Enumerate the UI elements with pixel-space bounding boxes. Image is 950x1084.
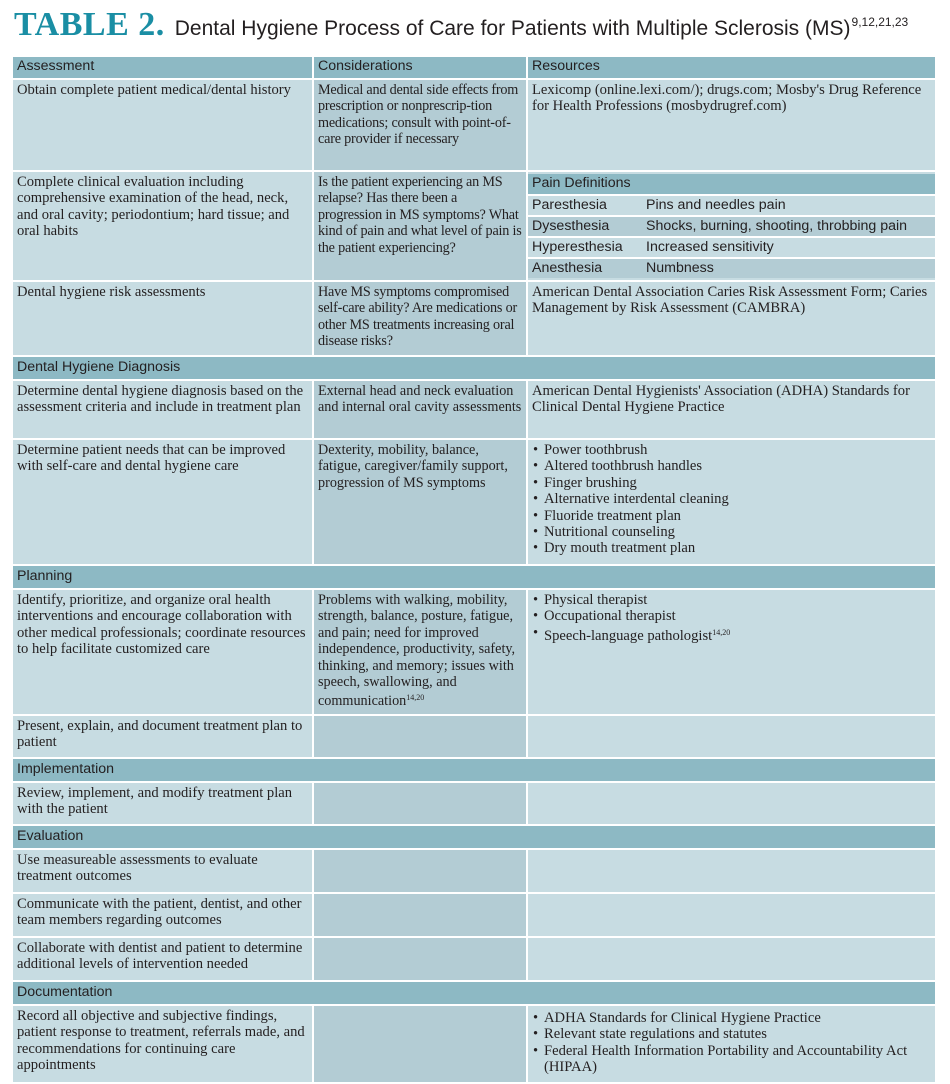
row-resources: American Dental Association Caries Risk Assessment Form; Caries Management by Risk Assessment (CAMBRA) (528, 282, 935, 355)
pain-term: Anesthesia (532, 260, 603, 276)
resource-list (532, 442, 931, 557)
list-item (532, 625, 931, 644)
row-step: Collaborate with dentist and patient to determine additional levels of intervention needed (13, 938, 314, 980)
table-row (13, 282, 935, 357)
table-row (13, 440, 935, 566)
table-caption (175, 15, 908, 41)
list-item: • ADHA Standards for Clinical Hygiene Practice (532, 1010, 931, 1026)
row-considerations: Have MS symptoms compromised self-care ability? Are medications or other MS treatments increasing oral disease risks? (314, 282, 528, 355)
section-evaluation: Evaluation (13, 826, 935, 850)
table-row (13, 381, 935, 440)
pain-definitions (528, 172, 935, 280)
row-considerations (314, 1006, 528, 1082)
pain-term: Dysesthesia (532, 218, 610, 234)
section-documentation: Documentation (13, 982, 935, 1006)
pain-definition-row (528, 196, 935, 217)
resource-list (532, 592, 931, 644)
list-item-refs: 14,20 (712, 627, 731, 637)
table-row (13, 850, 935, 894)
row-considerations: Dexterity, mobility, balance, fatigue, caregiver/family support, progression of MS symptoms (314, 440, 528, 564)
table-row (13, 938, 935, 982)
pain-definition-row (528, 238, 935, 259)
row-resources: Lexicomp (online.lexi.com/); drugs.com; Mosby's Drug Reference for Health Professions (mosbydrugref.com) (528, 80, 935, 170)
table-row (13, 894, 935, 938)
header-considerations: Considerations (314, 57, 528, 78)
table-row (13, 716, 935, 759)
section-implementation: Implementation (13, 759, 935, 783)
table-row (13, 590, 935, 716)
row-considerations (314, 590, 528, 714)
row-resources (528, 440, 935, 564)
list-item: • Fluoride treatment plan (532, 508, 931, 524)
pain-definition: Pins and needles pain (646, 197, 786, 213)
list-item: • Relevant state regulations and statutes (532, 1026, 931, 1042)
table-row (13, 783, 935, 826)
list-item: • Dry mouth treatment plan (532, 540, 931, 556)
caption-refs: 9,12,21,23 (851, 15, 909, 29)
header-assessment: Assessment (13, 57, 314, 78)
list-item-text: Speech-language pathologist (544, 627, 713, 644)
row-step: Record all objective and subjective findings, patient response to treatment, referrals made, and recommendations for continuing care appointments (13, 1006, 314, 1082)
row-considerations (314, 894, 528, 936)
row-resources (528, 716, 935, 757)
row-considerations (314, 716, 528, 757)
row-considerations (314, 938, 528, 980)
row-step: Present, explain, and document treatment plan to patient (13, 716, 314, 757)
pain-definition: Increased sensitivity (646, 239, 774, 255)
row-considerations: External head and neck evaluation and internal oral cavity assessments (314, 381, 528, 438)
list-item: • Finger brushing (532, 475, 931, 491)
row-resources (528, 894, 935, 936)
caption-text: Dental Hygiene Process of Care for Patients with Multiple Sclerosis (MS) (174, 17, 851, 40)
list-item: • Altered toothbrush handles (532, 458, 931, 474)
row-considerations: Is the patient experiencing an MS relapse? Has there been a progression in MS symptoms? What kind of pain and what level of pain is the patient experiencing? (314, 172, 528, 280)
pain-definitions-header: Pain Definitions (528, 174, 935, 196)
row-resources: American Dental Hygienists' Association (ADHA) Standards for Clinical Dental Hygiene Practice (528, 381, 935, 438)
row-step: Determine patient needs that can be improved with self-care and dental hygiene care (13, 440, 314, 564)
process-table (13, 57, 935, 1084)
table-row (13, 1006, 935, 1084)
row-step: Identify, prioritize, and organize oral health interventions and encourage collaboration with other medical professionals; coordinate resources to help facilitate customized care (13, 590, 314, 714)
row-resources (528, 850, 935, 892)
list-item: • Power toothbrush (532, 442, 931, 458)
pain-term: Paresthesia (532, 197, 607, 213)
row-step: Communicate with the patient, dentist, and other team members regarding outcomes (13, 894, 314, 936)
section-planning: Planning (13, 566, 935, 590)
row-considerations: Medical and dental side effects from prescription or nonprescrip-tion medications; consult with point-of-care provider if necessary (314, 80, 528, 170)
row-resources (528, 783, 935, 824)
list-item: • Physical therapist (532, 592, 931, 608)
header-row (13, 57, 935, 80)
table-row (13, 80, 935, 172)
row-considerations (314, 850, 528, 892)
pain-term: Hyperesthesia (532, 239, 623, 255)
row-step: Obtain complete patient medical/dental history (13, 80, 314, 170)
list-item: • Occupational therapist (532, 608, 931, 624)
row-resources (528, 590, 935, 714)
list-item: • Federal Health Information Portability and Accountability Act (HIPAA) (532, 1043, 931, 1076)
row-considerations (314, 783, 528, 824)
table-row (13, 172, 935, 282)
row-step: Dental hygiene risk assessments (13, 282, 314, 355)
table-title (14, 6, 908, 52)
row-step: Complete clinical evaluation including comprehensive examination of the head, neck, and oral cavity; periodontium; hard tissue; and oral habits (13, 172, 314, 280)
pain-definition-row (528, 259, 935, 278)
considerations-text: Problems with walking, mobility, strength, balance, posture, fatigue, and pain; need for improved independence, productivity, safety, thinking, and memory; issues with speech, swallowing, and communication (318, 592, 516, 710)
resource-list (532, 1010, 931, 1076)
header-resources: Resources (532, 58, 600, 74)
pain-definition-row (528, 217, 935, 238)
pain-definition: Numbness (646, 260, 714, 276)
considerations-refs: 14,20 (406, 693, 425, 703)
row-step: Review, implement, and modify treatment plan with the patient (13, 783, 314, 824)
row-step: Determine dental hygiene diagnosis based on the assessment criteria and include in treatment plan (13, 381, 314, 438)
list-item: • Alternative interdental cleaning (532, 491, 931, 507)
list-item: • Nutritional counseling (532, 524, 931, 540)
row-resources (528, 1006, 935, 1082)
table-number: TABLE 2. (14, 6, 165, 43)
section-diagnosis: Dental Hygiene Diagnosis (13, 357, 935, 381)
pain-definition: Shocks, burning, shooting, throbbing pain (646, 218, 908, 234)
row-resources (528, 938, 935, 980)
row-step: Use measureable assessments to evaluate treatment outcomes (13, 850, 314, 892)
